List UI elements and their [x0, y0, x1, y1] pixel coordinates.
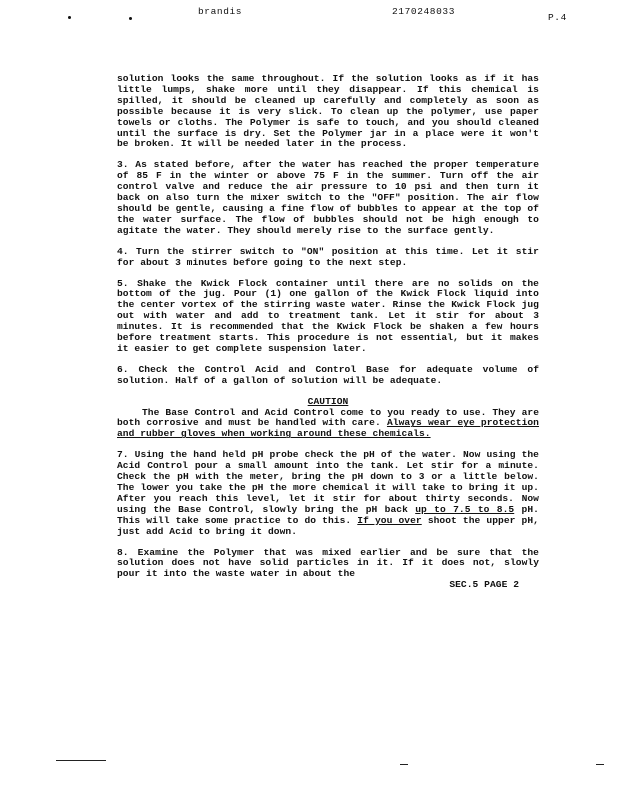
fax-speck-icon — [68, 16, 71, 19]
paragraph-step-7 — [117, 450, 539, 537]
caution-warning: Always wear eye protection and rubber gloves when working around these chemicals. — [117, 417, 539, 440]
fax-sender: brandis — [198, 6, 243, 17]
fax-header — [0, 6, 618, 22]
document-body — [117, 74, 539, 591]
step-7-middle: pH. This will take some practice to do this. — [117, 503, 539, 526]
paragraph-step-3: 3. As stated before, after the water has reached the proper temperature of 85 F in the winter or above 75 F in the summer. Turn off the air control valve and reduce the air pressure to 10 psi and then turn it back on also turn the mixer switch to the "OFF" position. The air flow should be gentle, causing a fine flow of bubbles to appear at the top of the water surface. The flow of bubbles should not be high enough to agitate the water. They should merely rise to the surface gently. — [117, 159, 539, 236]
fax-speck-icon — [129, 17, 132, 20]
page-footer: SEC.5 PAGE 2 — [449, 579, 519, 591]
margin-mark — [596, 764, 604, 765]
paragraph-intro: solution looks the same throughout. If the solution looks as if it has little lumps, shake more until they disappear. If this chemical is spilled, it should be cleaned up carefully and completely as soon as possible because it is very slick. To clean up the polymer, use paper towels or cloths. The Polymer is safe to touch, and you should cleaned until the surface is dry. Set the Polymer jar in a place were it won't be broken. It will be needed later in the process. — [117, 73, 539, 150]
margin-mark — [56, 760, 106, 761]
caution-text: The Base Control and Acid Control come to you ready to use. They are both corrosive and must be handled with care. — [117, 406, 539, 429]
fax-page-label: P.4 — [548, 12, 567, 23]
paragraph-step-5: 5. Shake the Kwick Flock container until there are no solids on the bottom of the jug. Pour (1) one gallon of the Kwick Flock liquid into the center vortex of the stirring waste water. Rinse the Kwick Flock jug out with water and add to treatment tank. Let it stir for about 3 minutes. It is recommended that the Kwick Flock be shaken a few hours before treatment starts. This procedure is not essential, but it makes it easier to get complete suspension later. — [117, 277, 539, 354]
step-7-ph-range: up to 7.5 to 8.5 — [415, 503, 515, 515]
step-7-overshoot: If you over — [357, 514, 422, 526]
step-7-start: 7. Using the hand held pH probe check the pH of the water. Now using the Acid Control pour a small amount into the tank. Let stir for a minute. Check the pH with the meter, bring the pH down to 3 or a little below. The lower you take the pH the more chemical it will take to bring it up. After you reach this level, let it stir for about thirty seconds. Now using the Base Control, slowly bring the pH back — [117, 449, 539, 515]
caution-paragraph — [117, 408, 539, 441]
paragraph-step-6: 6. Check the Control Acid and Control Base for adequate volume of solution. Half of a gallon of solution will be adequate. — [117, 363, 539, 386]
margin-mark — [400, 764, 408, 765]
fax-number: 2170248033 — [392, 6, 456, 17]
paragraph-step-8: 8. Examine the Polymer that was mixed earlier and be sure that the solution does not have solid particles in it. If it does not, slowly pour it into the waste water in about the — [117, 546, 539, 580]
caution-heading: CAUTION — [307, 395, 349, 407]
paragraph-step-4: 4. Turn the stirrer switch to "ON" position at this time. Let it stir for about 3 minutes before going to the next step. — [117, 245, 539, 268]
step-7-end: shoot the upper pH, just add Acid to bring it down. — [117, 514, 539, 537]
